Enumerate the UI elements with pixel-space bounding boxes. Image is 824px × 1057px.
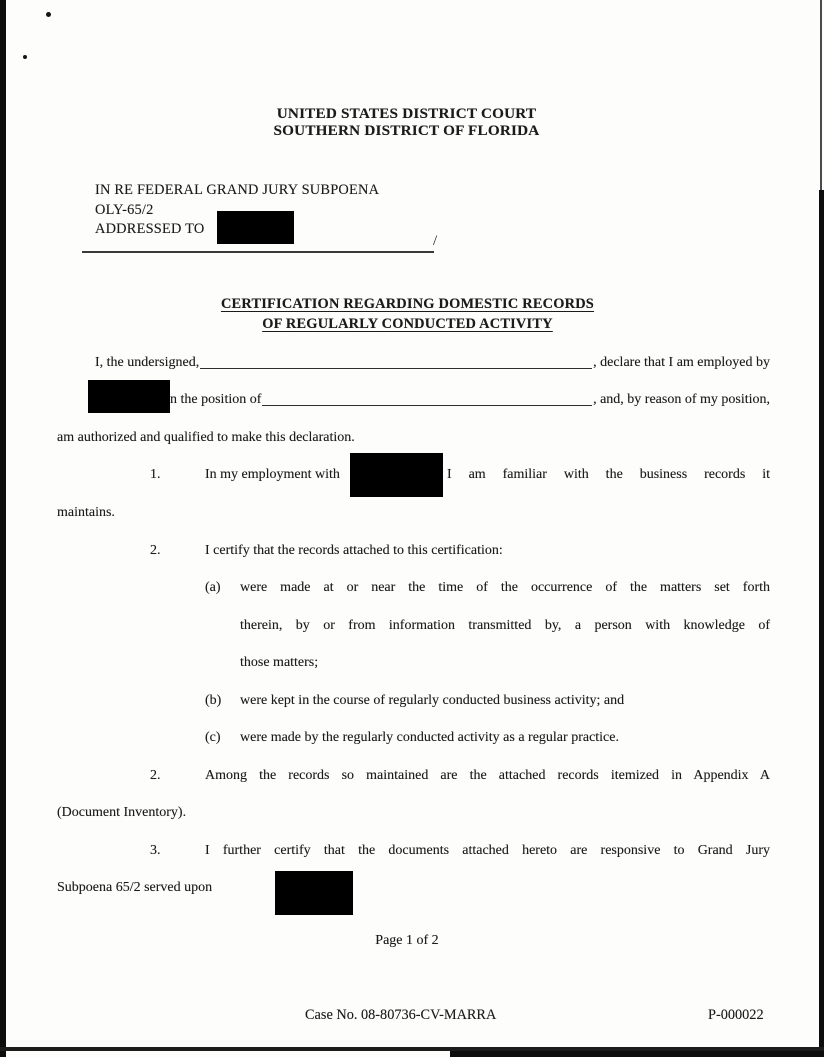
intro-text-after-name-blank: , declare that I am employed by <box>593 355 770 370</box>
item-2-number: 2. <box>150 543 161 558</box>
item-1-text-after-redaction: I am familiar with the business records it <box>447 467 770 482</box>
redaction-box-addressed-to <box>217 211 294 244</box>
scan-speck-dot <box>23 55 27 59</box>
sub-item-a-line-2: therein, by or from information transmitted by, a person with knowledge of <box>240 618 770 633</box>
page-number: Page 1 of 2 <box>375 933 439 948</box>
item-1-number: 1. <box>150 467 161 482</box>
district-name: SOUTHERN DISTRICT OF FLORIDA <box>273 122 540 139</box>
intro-text-after-position-blank: , and, by reason of my position, <box>593 392 770 407</box>
certification-title-line-1: CERTIFICATION REGARDING DOMESTIC RECORDS <box>220 296 595 312</box>
sub-item-b-text: were kept in the course of regularly conducted business activity; and <box>240 693 625 708</box>
item-3-line-1: I further certify that the documents attached hereto are responsive to Grand Jury <box>205 843 770 858</box>
footer-bates-number: P-000022 <box>708 1007 764 1023</box>
certification-title <box>0 295 815 334</box>
caption-separator-line <box>82 251 434 253</box>
caption-in-re-line: IN RE FEDERAL GRAND JURY SUBPOENA <box>95 182 380 198</box>
caption-separator-slash: / <box>433 233 438 249</box>
sub-item-c-label: (c) <box>205 730 221 745</box>
intro-text-before-name-blank: I, the undersigned, <box>95 355 200 370</box>
intro-line-1 <box>57 355 770 371</box>
court-name: UNITED STATES DISTRICT COURT <box>276 105 537 122</box>
sub-item-a-line-3: those matters; <box>240 655 319 670</box>
document-header <box>0 105 813 139</box>
item-1-continuation: maintains. <box>57 505 115 520</box>
item-1-text-before-redaction: In my employment with <box>205 467 340 482</box>
scan-speck-dot <box>46 12 51 17</box>
redaction-box-item-3 <box>275 871 353 915</box>
sub-item-c-text: were made by the regularly conducted activity as a regular practice. <box>240 730 619 745</box>
sub-item-a-label: (a) <box>205 580 221 595</box>
sub-item-a-line-1: were made at or near the time of the occurrence of the matters set forth <box>240 580 770 595</box>
item-3-line-2: Subpoena 65/2 served upon <box>57 880 213 895</box>
certification-title-line-2: OF REGULARLY CONDUCTED ACTIVITY <box>262 315 553 332</box>
intro-line-3: am authorized and qualified to make this declaration. <box>57 430 355 445</box>
sub-item-b-label: (b) <box>205 693 222 708</box>
item-2b-line-2: (Document Inventory). <box>57 805 187 820</box>
scan-artifact-left-edge <box>0 0 6 1057</box>
item-2b-line-1: Among the records so maintained are the attached records itemized in Appendix A <box>205 768 770 783</box>
position-title-blank <box>262 405 592 406</box>
item-2b-number: 2. <box>150 768 161 783</box>
scan-artifact-right-edge-thin <box>820 0 822 190</box>
redaction-box-item-1 <box>350 453 443 497</box>
caption-subpoena-number: OLY-65/2 <box>95 201 154 218</box>
scan-artifact-bottom-right-edge <box>450 1051 824 1057</box>
caption-addressed-to: ADDRESSED TO <box>95 221 205 238</box>
scan-artifact-right-edge <box>819 190 824 1057</box>
declarant-name-blank <box>200 368 592 369</box>
intro-line-2 <box>170 392 770 408</box>
redaction-box-employer <box>88 380 170 413</box>
item-2-text: I certify that the records attached to this certification: <box>205 543 503 558</box>
item-3-number: 3. <box>150 843 161 858</box>
intro-text-position-of: n the position of <box>170 392 262 407</box>
footer-case-number: Case No. 08-80736-CV-MARRA <box>305 1007 497 1023</box>
